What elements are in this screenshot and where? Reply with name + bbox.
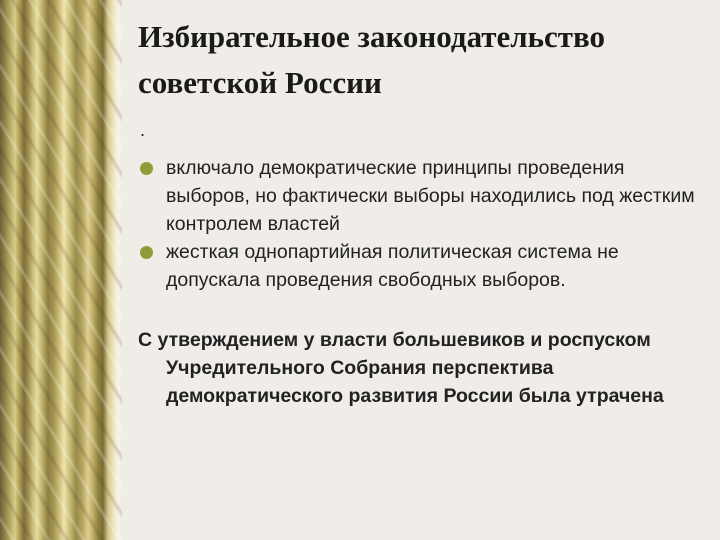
decorative-gold-border: [0, 0, 122, 540]
bullet-dot-icon: [140, 162, 153, 175]
bullet-item: [138, 154, 708, 238]
bullet-text: жесткая однопартийная политическая система не допускала проведения свободных выборов.: [166, 241, 619, 291]
bullet-text: включало демократические принципы проведения выборов, но фактически выборы находились под жестким контролем властей: [166, 157, 695, 235]
separator-dot: .: [140, 120, 146, 140]
slide-title: Избирательное законодательство советской России: [138, 19, 606, 100]
bullet-item: [138, 238, 708, 294]
bullet-list: [138, 154, 708, 294]
conclusion-paragraph: С утверждением у власти большевиков и роспуском Учредительного Собрания перспектива демократического развития России была утрачена: [138, 329, 664, 407]
bullet-dot-icon: [140, 246, 153, 259]
